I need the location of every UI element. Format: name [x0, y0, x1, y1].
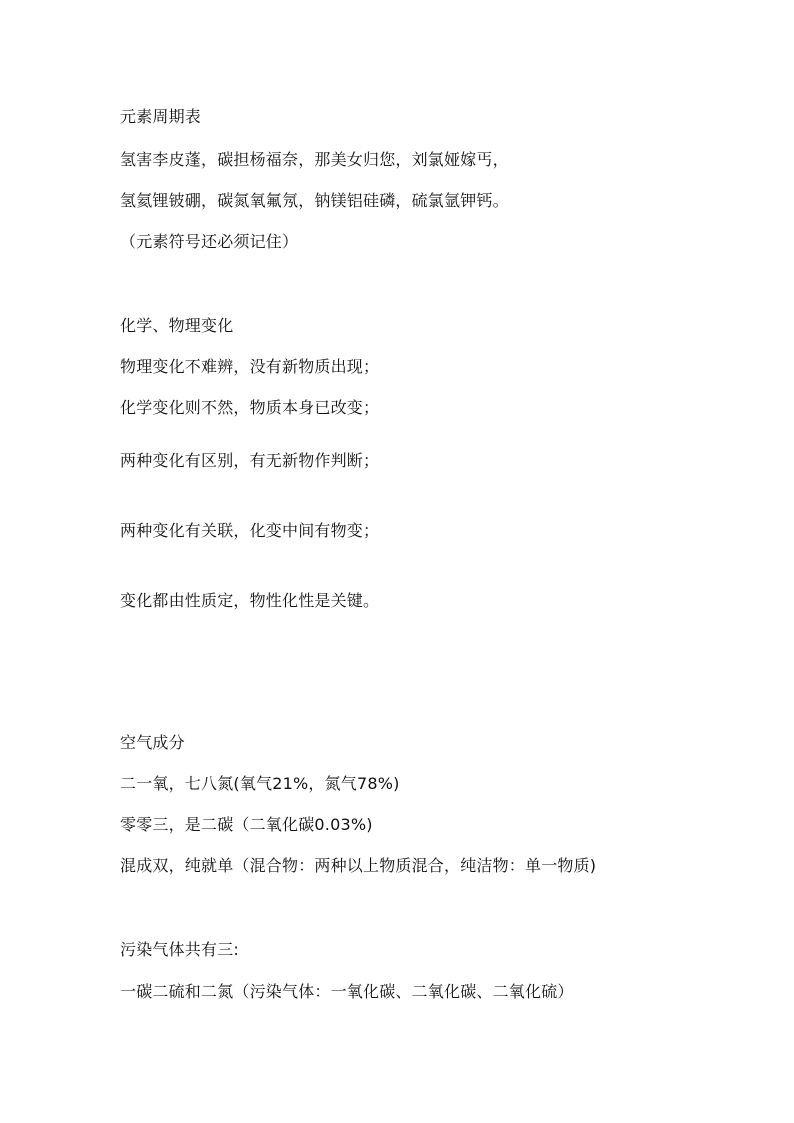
text-line: 氢害李皮蓬，碳担杨福奈，那美女归您，刘氯娅嫁丐，: [120, 150, 509, 169]
text-line: 混成双，纯就单（混合物：两种以上物质混合，纯洁物：单一物质): [120, 856, 597, 875]
section-heading-chemical-physical-change: 化学、物理变化: [120, 316, 234, 335]
text-line: 氢氦锂铍硼，碳氮氧氟氖，钠镁铝硅磷，硫氯氩钾钙。: [120, 191, 509, 210]
text-line: 化学变化则不然，物质本身已改变；: [120, 398, 380, 417]
text-line: 两种变化有区别，有无新物作判断；: [120, 451, 380, 470]
text-line: 物理变化不难辨，没有新物质出现；: [120, 357, 380, 376]
text-line: 零零三，是二碳（二氧化碳0.03%): [120, 815, 373, 834]
text-line: 一碳二硫和二氮（污染气体：一氧化碳、二氧化碳、二氧化硫）: [120, 982, 574, 1001]
section-heading-periodic-table: 元素周期表: [120, 107, 202, 126]
text-line: 两种变化有关联，化变中间有物变；: [120, 521, 380, 540]
section-heading-air-composition: 空气成分: [120, 733, 185, 752]
section-heading-polluting-gases: 污染气体共有三:: [120, 940, 239, 959]
text-line: （元素符号还必须记住）: [120, 232, 299, 251]
text-line: 二一氧，七八氮(氧气21%，氮气78%): [120, 774, 400, 793]
text-line: 变化都由性质定，物性化性是关键。: [120, 591, 380, 610]
